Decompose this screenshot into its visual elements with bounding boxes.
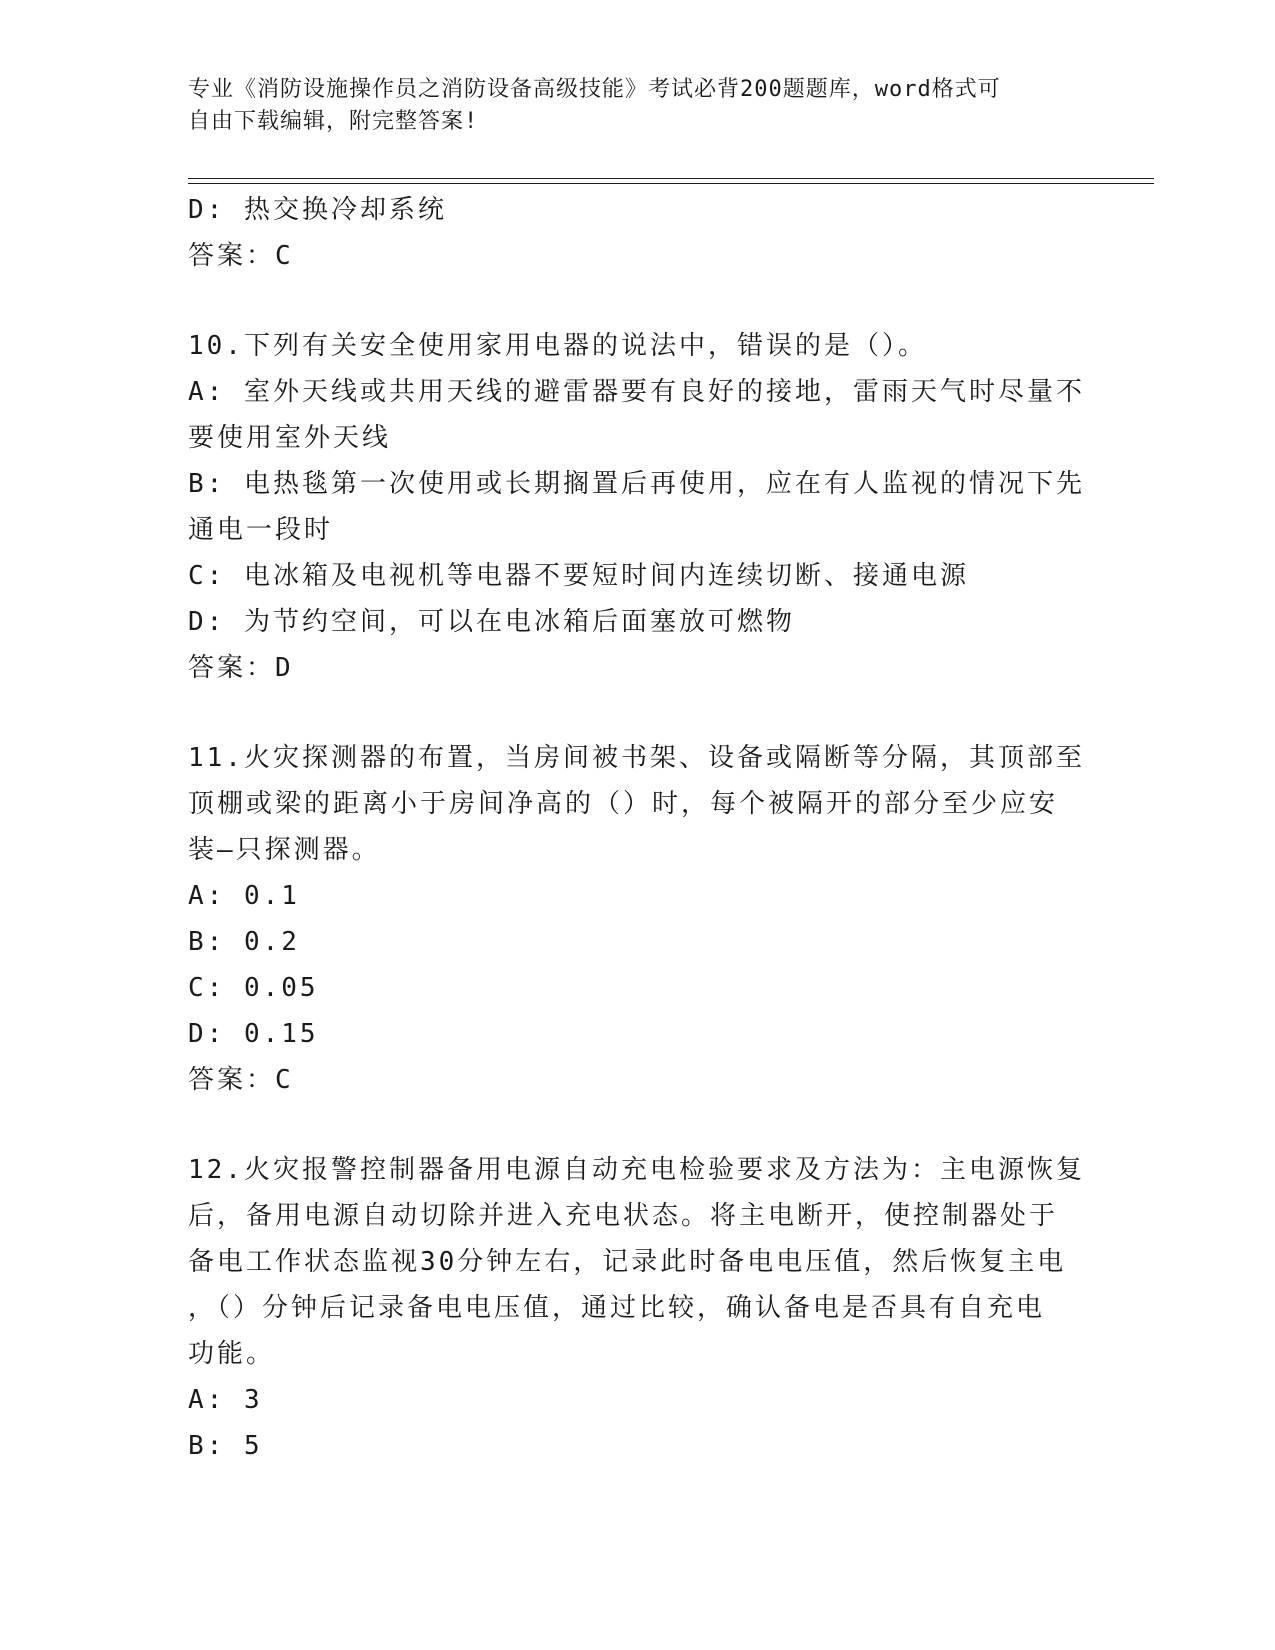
header-line-1: 专业《消防设施操作员之消防设备高级技能》考试必背200题题库，word格式可 [188,77,1001,102]
option-d: D: 热交换冷却系统 [188,195,447,225]
spacer [188,279,1068,323]
question-9-tail [188,187,1068,279]
question-12 [188,1147,1085,1469]
question-text-line: 功能。 [188,1339,276,1369]
question-text-line: 装—只探测器。 [188,835,381,865]
question-text-line: 备电工作状态监视30分钟左右，记录此时备电电压值，然后恢复主电 [188,1247,1067,1277]
question-text-line: 11.火灾探测器的布置，当房间被书架、设备或隔断等分隔，其顶部至 [188,743,1085,773]
answer-line: 答案：D [188,653,294,683]
option-c [188,965,1068,1011]
option-c [188,553,1068,599]
question-text-line: 后，备用电源自动切除并进入充电状态。将主电断开，使控制器处于 [188,1201,1059,1231]
option-text-line: B: 5 [188,1431,263,1461]
spacer [188,691,1068,735]
header-divider-bottom [188,183,1154,184]
answer-line: 答案：C [188,1065,294,1095]
document-header [188,74,1068,138]
option-a [188,369,1085,461]
question-text-line: 10.下列有关安全使用家用电器的说法中，错误的是（）。 [188,331,927,361]
option-text-line: B: 电热毯第一次使用或长期搁置后再使用，应在有人监视的情况下先 [188,469,1085,499]
question-11 [188,735,1085,1103]
option-text-line: D: 为节约空间，可以在电冰箱后面塞放可燃物 [188,607,795,637]
option-text-line: A: 室外天线或共用天线的避雷器要有良好的接地，雷雨天气时尽量不 [188,377,1085,407]
option-text-line: 要使用室外天线 [188,423,392,453]
option-a [188,873,1068,919]
option-b [188,919,1068,965]
option-text-line: C: 0.05 [188,973,319,1003]
answer-line: 答案：C [188,241,294,271]
option-a [188,1377,1068,1423]
option-d [188,599,1068,645]
question-list [188,187,1085,1469]
option-text-line: A: 3 [188,1385,263,1415]
question-10 [188,323,1085,691]
option-b [188,1423,1068,1469]
question-text-line: ，（）分钟后记录备电电压值，通过比较，确认备电是否具有自充电 [188,1293,1046,1323]
option-text-line: D: 0.15 [188,1019,319,1049]
option-text-line: 通电一段时 [188,515,334,545]
question-text-line: 12.火灾报警控制器备用电源自动充电检验要求及方法为：主电源恢复 [188,1155,1085,1185]
option-d [188,1011,1068,1057]
question-text-line: 顶棚或梁的距离小于房间净高的（）时，每个被隔开的部分至少应安 [188,789,1059,819]
option-text-line: B: 0.2 [188,927,300,957]
option-text-line: A: 0.1 [188,881,300,911]
header-divider-top [188,178,1154,179]
header-line-2: 自由下载编辑，附完整答案! [188,109,479,134]
option-text-line: C: 电冰箱及电视机等电器不要短时间内连续切断、接通电源 [188,561,969,591]
spacer [188,1103,1068,1147]
option-b [188,461,1085,553]
